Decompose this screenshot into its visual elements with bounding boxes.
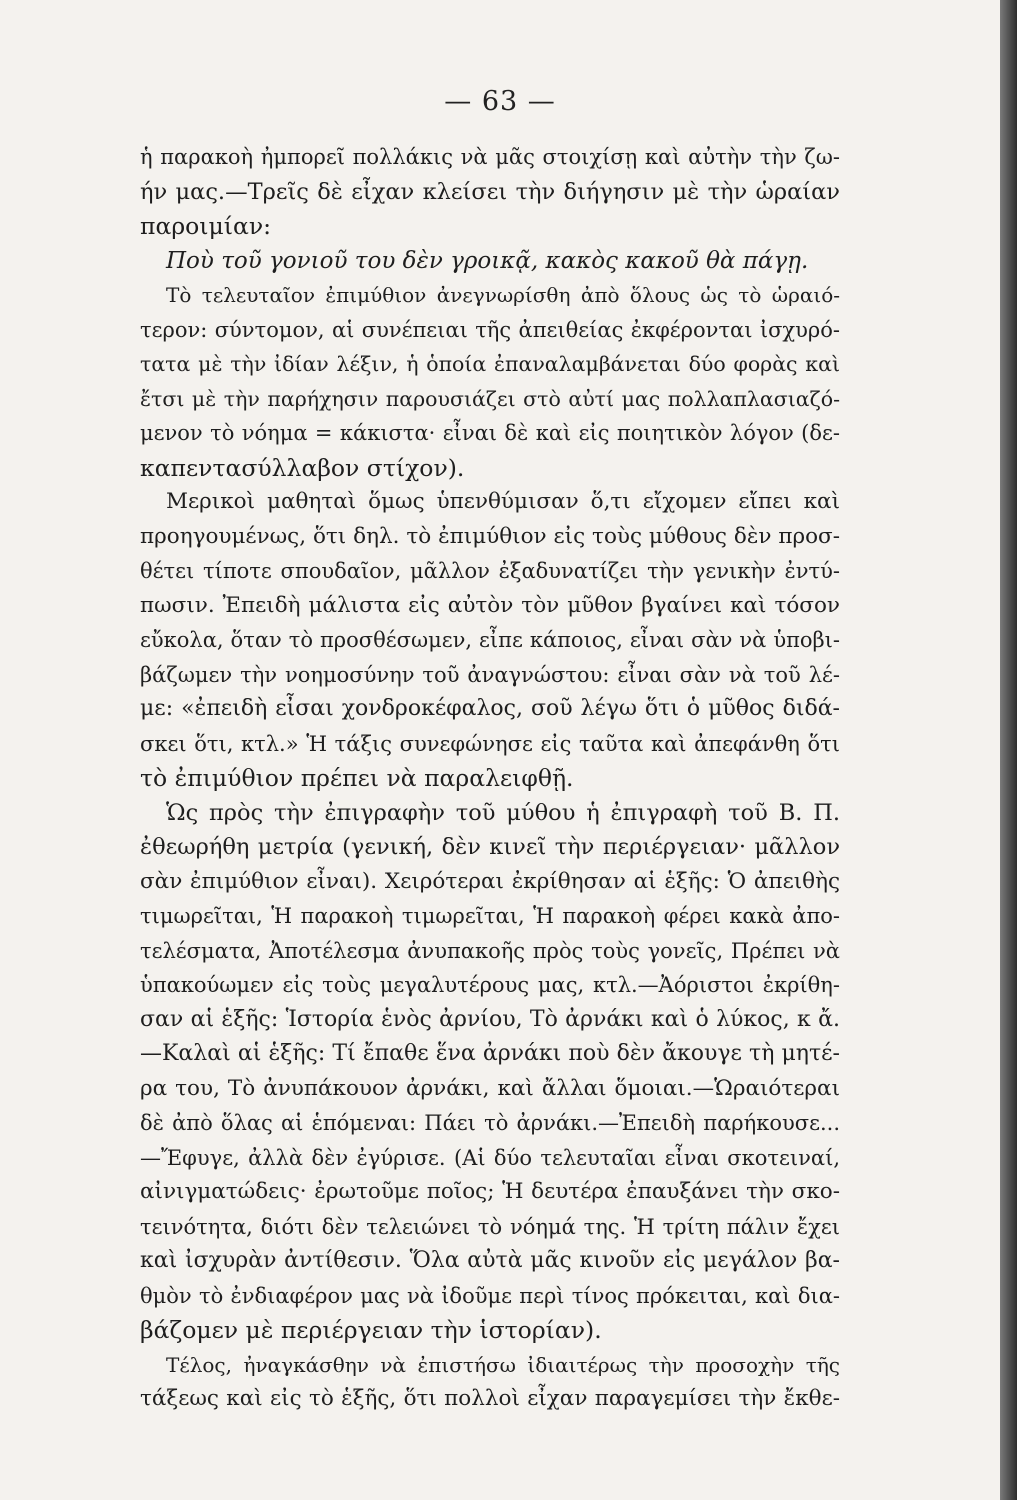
text-line: καὶ ἰσχυρὰν ἀντίθεσιν. Ὅλα αὐτὰ μᾶς κινοῦν εἰς μεγάλον βα- bbox=[140, 1248, 840, 1273]
text-line: τεινότητα, διότι δὲν τελειώνει τὸ νόημά της. Ἡ τρίτη πάλιν ἔχει bbox=[140, 1214, 840, 1239]
text-line: ρα του, Τὸ ἀνυπάκουον ἀρνάκι, καὶ ἄλλαι ὅμοιαι.—Ὡραιότεραι bbox=[140, 1075, 840, 1101]
page-number: — 63 — bbox=[444, 86, 556, 117]
text-line: μενον τὸ νόημα = κάκιστα· εἶναι δὲ καὶ εἰς ποιητικὸν λόγον (δε- bbox=[140, 421, 840, 445]
text-line: ἔτσι μὲ τὴν παρήχησιν παρουσιάζει στὸ αὐτί μας πολλαπλασιαζό- bbox=[140, 386, 840, 411]
text-line: ήν μας.—Τρεῖς δὲ εἶχαν κλείσει τὴν διήγησιν μὲ τὴν ὡραίαν bbox=[140, 178, 840, 205]
text-line: ὑπακούωμεν εἰς τοὺς μεγαλυτέρους μας, κτλ.—Ἀόριστοι ἐκρίθη- bbox=[140, 973, 840, 997]
proverb-line: Ποὺ τοῦ γονιοῦ του δὲν γροικᾷ, κακὸς κακοῦ θὰ πάγῃ. bbox=[166, 247, 809, 274]
text-line: εὔκολα, ὅταν τὸ προσθέσωμεν, εἶπε κάποιος, εἶναι σὰν νὰ ὑποβι- bbox=[140, 628, 840, 652]
text-line: βάζομεν μὲ περιέργειαν τὴν ἱστορίαν). bbox=[140, 1316, 602, 1344]
text-line: δὲ ἀπὸ ὅλας αἱ ἑπόμεναι: Πάει τὸ ἀρνάκι.—Ἐπειδὴ παρήκουσε... bbox=[140, 1111, 840, 1135]
text-line: τάξεως καὶ εἰς τὸ ἑξῆς, ὅτι πολλοὶ εἶχαν παραγεμίσει τὴν ἔκθε- bbox=[140, 1386, 840, 1411]
page-edge bbox=[1000, 0, 1017, 1500]
text-line: —Ἔφυγε, ἀλλὰ δὲν ἐγύρισε. (Αἱ δύο τελευταῖαι εἶναι σκοτειναί, bbox=[140, 1145, 840, 1170]
text-line: τελέσματα, Ἀποτέλεσμα ἀνυπακοῆς πρὸς τοὺς γονεῖς, Πρέπει νὰ bbox=[140, 938, 840, 963]
text-line: παροιμίαν: bbox=[140, 212, 272, 240]
text-line: Τὸ τελευταῖον ἐπιμύθιον ἀνεγνωρίσθη ἀπὸ ὅλους ὡς τὸ ὡραιό- bbox=[166, 283, 840, 307]
text-line: σκει ὅτι, κτλ.» Ἡ τάξις συνεφώνησε εἰς ταῦτα καὶ ἀπεφάνθη ὅτι bbox=[140, 731, 840, 756]
text-line: τερον: σύντομον, αἱ συνέπειαι τῆς ἀπειθείας ἐκφέρονται ἰσχυρό- bbox=[140, 317, 840, 342]
text-line: Μερικοὶ μαθηταὶ ὅμως ὑπενθύμισαν ὅ,τι εἴχομεν εἴπει καὶ bbox=[166, 489, 840, 514]
text-line: θμὸν τὸ ἐνδιαφέρον μας νὰ ἰδοῦμε περὶ τίνος πρόκειται, καὶ δια- bbox=[140, 1283, 840, 1308]
text-line: προηγουμένως, ὅτι δηλ. τὸ ἐπιμύθιον εἰς τοὺς μύθους δὲν προσ- bbox=[140, 523, 840, 549]
text-line: θέτει τίποτε σπουδαῖον, μᾶλλον ἐξαδυνατίζει τὴν γενικὴν ἐντύ- bbox=[140, 559, 840, 583]
text-line: βάζωμεν τὴν νοημοσύνην τοῦ ἀναγνώστου: εἶναι σὰν νὰ τοῦ λέ- bbox=[140, 662, 840, 687]
text-line: Ὡς πρὸς τὴν ἐπιγραφὴν τοῦ μύθου ἡ ἐπιγραφὴ τοῦ Β. Π. bbox=[166, 799, 840, 826]
text-line: —Καλαὶ αἱ ἑξῆς: Τί ἔπαθε ἕνα ἀρνάκι ποὺ δὲν ἄκουγε τὴ μητέ- bbox=[140, 1041, 840, 1066]
text-line: σὰν ἐπιμύθιον εἶναι). Χειρότεραι ἐκρίθησαν αἱ ἑξῆς: Ὁ ἀπειθὴς bbox=[140, 868, 840, 894]
body-text bbox=[140, 140, 840, 1417]
text-line: σαν αἱ ἑξῆς: Ἱστορία ἑνὸς ἀρνίου, Τὸ ἀρνάκι καὶ ὁ λύκος, κ ἄ. bbox=[140, 1006, 840, 1032]
text-line: πωσιν. Ἐπειδὴ μάλιστα εἰς αὐτὸν τὸν μῦθον βγαίνει καὶ τόσον bbox=[140, 592, 840, 618]
text-line: με: «ἐπειδὴ εἶσαι χονδροκέφαλος, σοῦ λέγω ὅτι ὁ μῦθος διδά- bbox=[140, 696, 840, 721]
text-line: τὸ ἐπιμύθιον πρέπει νὰ παραλειφθῇ. bbox=[140, 764, 574, 792]
text-line: τιμωρεῖται, Ἡ παρακοὴ τιμωρεῖται, Ἡ παρακοὴ φέρει κακὰ ἀπο- bbox=[140, 904, 840, 928]
text-line: ἡ παρακοὴ ἠμπορεῖ πολλάκις νὰ μᾶς στοιχίσῃ καὶ αὐτὴν τὴν ζω- bbox=[140, 145, 840, 169]
text-line: ἐθεωρήθη μετρία (γενική, δὲν κινεῖ τὴν περιέργειαν· μᾶλλον bbox=[140, 834, 840, 860]
text-line: Τέλος, ἠναγκάσθην νὰ ἐπιστήσω ἰδιαιτέρως τὴν προσοχὴν τῆς bbox=[166, 1352, 840, 1377]
text-line: τατα μὲ τὴν ἰδίαν λέξιν, ἡ ὁποία ἐπαναλαμβάνεται δύο φορὰς καὶ bbox=[140, 352, 840, 376]
text-line: καπεντασύλλαβον στίχον). bbox=[140, 453, 465, 482]
text-line: αἰνιγματώδεις· ἐρωτοῦμε ποῖος; Ἡ δευτέρα ἐπαυξάνει τὴν σκο- bbox=[140, 1179, 840, 1204]
